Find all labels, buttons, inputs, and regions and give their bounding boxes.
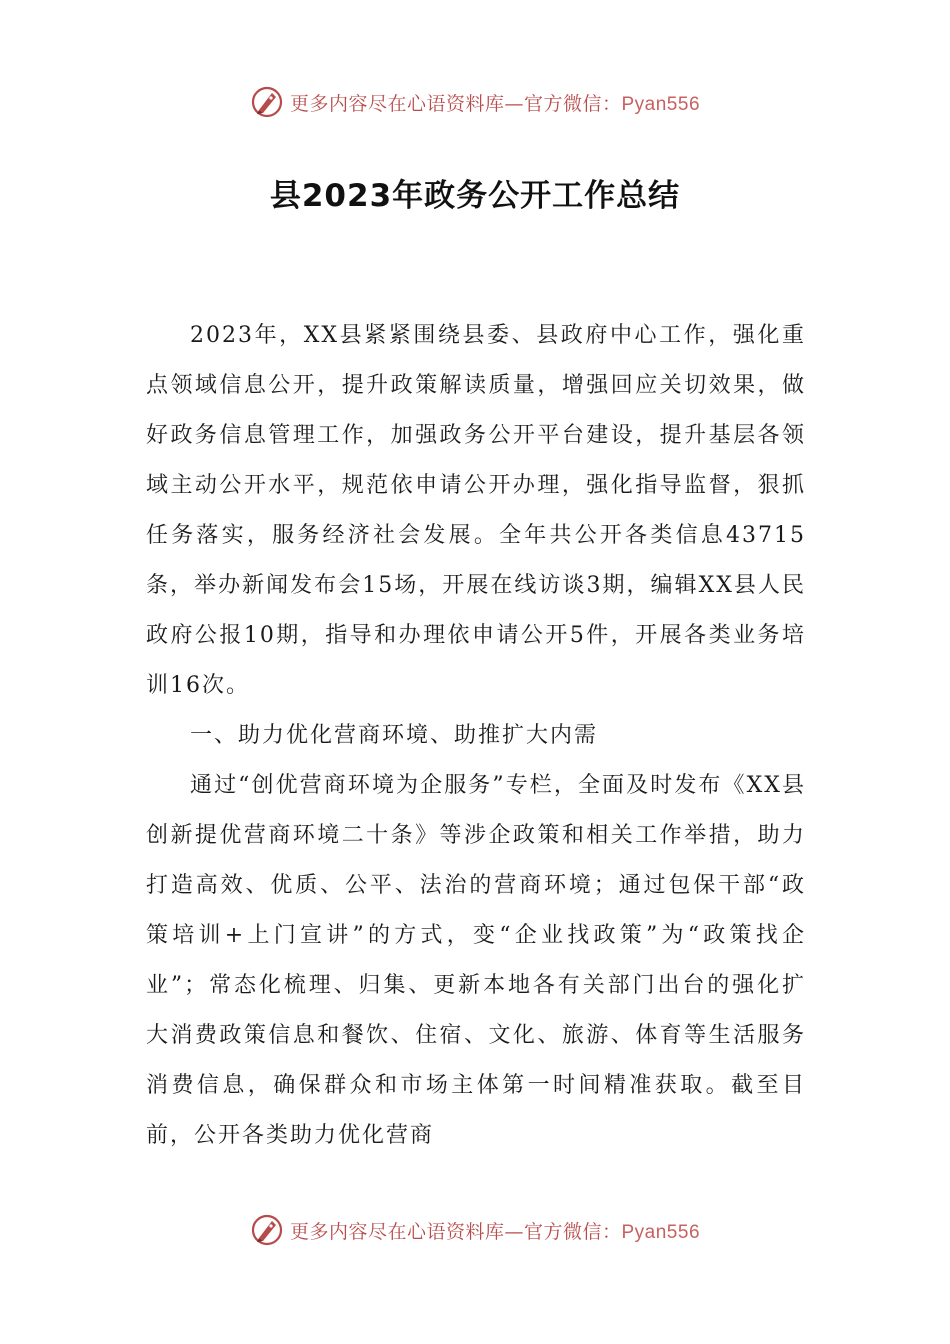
intro-paragraph: 2023年，XX县紧紧围绕县委、县政府中心工作，强化重点领域信息公开，提升政策解读质量，增强回应关切效果，做好政务信息管理工作，加强政务公开平台建设，提升基层各领域主动公开水平，规范依申请公开办理，强化指导监督，狠抓任务落实，服务经济社会发展。全年共公开各类信息43715条，举办新闻发布会15场，开展在线访谈3期，编辑XX县人民政府公报10期，指导和办理依申请公开5件，开展各类业务培训16次。: [146, 323, 806, 698]
pen-nib-logo-icon: [250, 85, 284, 119]
pen-nib-logo-icon: [250, 1213, 284, 1247]
watermark-text: 更多内容尽在心语资料库—官方微信：Pyan556: [289, 92, 701, 115]
section-paragraph: 通过“创优营商环境为企服务”专栏，全面及时发布《XX县创新提优营商环境二十条》等涉企政策和相关工作举措，助力打造高效、优质、公平、法治的营商环境；通过包保干部“政策培训+上门宣讲”的方式，变“企业找政策”为“政策找企业”；常态化梳理、归集、更新本地各有关部门出台的强化扩大消费政策信息和餐饮、住宿、文化、旅游、体育等生活服务消费信息，确保群众和市场主体第一时间精准获取。截至目前，公开各类助力优化营商: [146, 773, 806, 1148]
section-heading: 一、助力优化营商环境、助推扩大内需: [190, 723, 599, 748]
document-title: 县2023年政务公开工作总结: [269, 178, 681, 214]
watermark-text: 更多内容尽在心语资料库—官方微信：Pyan556: [289, 1220, 701, 1243]
footer-watermark: [0, 1210, 950, 1250]
document-body: [146, 311, 806, 1161]
header-watermark: [0, 82, 950, 122]
